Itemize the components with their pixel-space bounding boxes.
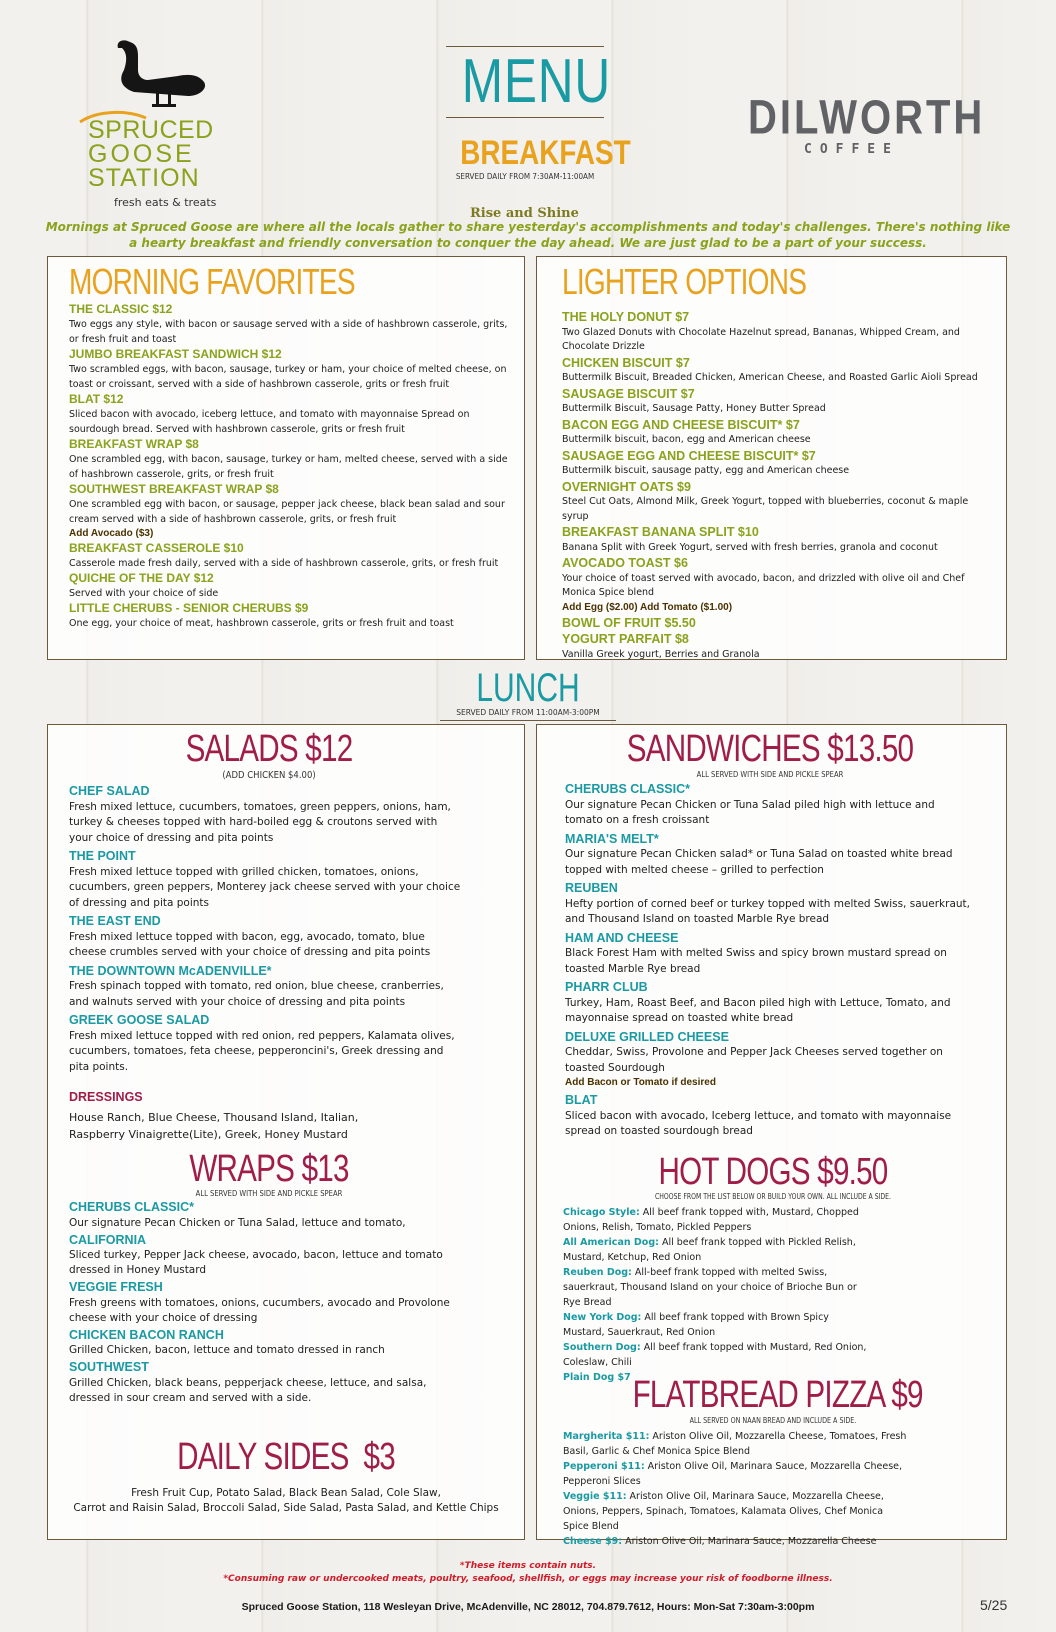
menu-item bbox=[69, 347, 519, 392]
pizza-sub: ALL SERVED ON NAAN BREAD AND INCLUDE A SIDE. bbox=[689, 1416, 857, 1425]
menu-item bbox=[563, 1459, 908, 1489]
menu-item-desc: Our signature Pecan Chicken salad* or Tuna Salad on toasted white bread topped with melted cheese – grilled to perfection bbox=[565, 848, 953, 876]
menu-item bbox=[69, 571, 519, 601]
menu-item bbox=[562, 480, 1002, 525]
menu-item-name: CHICKEN BISCUIT $7 bbox=[562, 355, 690, 370]
menu-item bbox=[69, 601, 519, 631]
menu-item-desc: Fresh mixed lettuce topped with grilled chicken, tomatoes, onions, cucumbers, green peppers, Monterey jack cheese served with your choice of dressing and pita points bbox=[69, 865, 461, 909]
menu-item-desc: Fresh greens with tomatoes, onions, cucumbers, avocado and Provolone cheese with your choice of dressing bbox=[69, 1296, 450, 1324]
menu-item-name: QUICHE OF THE DAY $12 bbox=[69, 571, 214, 585]
menu-item bbox=[69, 1360, 509, 1406]
menu-item bbox=[562, 525, 1002, 555]
menu-item-name: SOUTHWEST bbox=[69, 1360, 149, 1374]
menu-item bbox=[562, 632, 1002, 662]
menu-item-name: DELUXE GRILLED CHEESE bbox=[565, 1029, 729, 1044]
menu-item-desc: Fresh mixed lettuce, cucumbers, tomatoes, green peppers, onions, ham, turkey & cheeses topped with hard-boiled egg & croutons served with your choice of dressing and pita points bbox=[69, 800, 451, 844]
menu-item bbox=[69, 1328, 509, 1359]
menu-item-name: GREEK GOOSE SALAD bbox=[69, 1013, 210, 1027]
lighter-options-section bbox=[562, 262, 1002, 662]
menu-date: 5/25 bbox=[980, 1597, 1008, 1613]
footer-notes bbox=[0, 1560, 1056, 1586]
header-rule-bottom bbox=[446, 117, 604, 118]
hotdogs-title: HOT DOGS $9.50 bbox=[658, 1151, 888, 1193]
morning-favorites-list bbox=[69, 302, 519, 631]
brand-name-line2: GOOSE bbox=[88, 140, 195, 168]
pizza-list bbox=[563, 1429, 908, 1549]
brand-name-line1: SPRUCED bbox=[88, 116, 214, 144]
menu-item-desc: Grilled Chicken, black beans, pepperjack cheese, lettuce, and salsa, dressed in sour cream and served with a side. bbox=[69, 1376, 427, 1404]
menu-item-desc: Buttermilk Biscuit, Sausage Patty, Honey Butter Spread bbox=[562, 403, 826, 414]
menu-item bbox=[69, 302, 519, 347]
menu-item-name: CHERUBS CLASSIC* bbox=[565, 782, 691, 796]
menu-item-desc: One egg, your choice of meat, hashbrown casserole, grits or fresh fruit and toast bbox=[69, 618, 454, 629]
menu-item-name: BLAT $12 bbox=[69, 392, 124, 406]
menu-item bbox=[69, 784, 509, 846]
menu-item-desc: Buttermilk Biscuit, Breaded Chicken, American Cheese, and Roasted Garlic Aioli Spread bbox=[562, 372, 978, 383]
menu-item bbox=[562, 449, 1002, 479]
brand-tagline: fresh eats & treats bbox=[114, 196, 217, 209]
menu-item-desc: Fresh mixed lettuce topped with red onion, red peppers, Kalamata olives, cucumbers, tomatoes, feta cheese, pepperoncini's, Greek dressing and pita points. bbox=[69, 1029, 455, 1073]
menu-item-desc: Ariston Olive Oil, Mozzarella Cheese, Tomatoes, Fresh Basil, Garlic & Chef Monica Spice Blend bbox=[563, 1431, 907, 1457]
menu-item-desc: Steel Cut Oats, Almond Milk, Greek Yogurt, topped with blueberries, coconut & maple syrup bbox=[562, 496, 969, 522]
menu-item-desc: Ariston Olive Oil, Marinara Sauce, Mozzarella Cheese bbox=[625, 1536, 877, 1547]
sandwiches-sub: ALL SERVED WITH SIDE AND PICKLE SPEAR bbox=[696, 770, 844, 779]
menu-item-desc: One scrambled egg with bacon, or sausage, pepper jack cheese, black bean salad and sour cream served with a side of hashbrown casserole, grits, or fresh fruit bbox=[69, 499, 505, 525]
menu-item bbox=[69, 849, 509, 911]
menu-item bbox=[562, 356, 1002, 386]
menu-item bbox=[69, 482, 519, 541]
daily-sides-title: DAILY SIDES $3 bbox=[177, 1436, 395, 1478]
menu-item-name: SOUTHWEST BREAKFAST WRAP $8 bbox=[69, 482, 279, 496]
menu-item-desc: Ariston Olive Oil, Marinara Sauce, Mozzarella Cheese, Onions, Peppers, Spinach, Tomatoes, Kalamata Olives, Chef Monica Spice Blend bbox=[563, 1491, 884, 1532]
dilworth-coffee-logo bbox=[748, 91, 986, 166]
menu-item-desc: Banana Split with Greek Yogurt, served with fresh berries, granola and coconut bbox=[562, 541, 938, 553]
lunch-hours: SERVED DAILY FROM 11:00AM-3:00PM bbox=[456, 708, 600, 717]
menu-item-name: MARIA'S MELT* bbox=[565, 831, 659, 846]
menu-item-name: VEGGIE FRESH bbox=[69, 1280, 163, 1294]
menu-item-name: Chicago Style: bbox=[563, 1207, 640, 1218]
menu-item-name: CALIFORNIA bbox=[69, 1232, 147, 1247]
menu-item-name: SAUSAGE EGG AND CHEESE BISCUIT* $7 bbox=[562, 448, 816, 463]
menu-item-addon: Add Avocado ($3) bbox=[69, 528, 154, 539]
hotdogs-sub: CHOOSE FROM THE LIST BELOW OR BUILD YOUR OWN. ALL INCLUDE A SIDE. bbox=[654, 1192, 892, 1201]
menu-item-name: CHERUBS CLASSIC* bbox=[69, 1200, 195, 1214]
menu-item-name: SAUSAGE BISCUIT $7 bbox=[562, 386, 695, 401]
menu-item-name: BOWL OF FRUIT $5.50 bbox=[562, 615, 696, 630]
daily-sides-line1: Fresh Fruit Cup, Potato Salad, Black Bean Salad, Cole Slaw, bbox=[131, 1487, 441, 1499]
menu-item-desc: All beef frank topped with Mustard, Red Onion, Coleslaw, Chili bbox=[563, 1342, 867, 1368]
menu-item-name: OVERNIGHT OATS $9 bbox=[562, 479, 691, 494]
menu-item-name: Plain Dog $7 bbox=[563, 1372, 631, 1383]
breakfast-title: BREAKFAST bbox=[460, 134, 631, 172]
menu-item-name: LITTLE CHERUBS - SENIOR CHERUBS $9 bbox=[69, 601, 309, 615]
menu-item-desc: Two Glazed Donuts with Chocolate Hazelnut spread, Bananas, Whipped Cream, and Chocolate Drizzle bbox=[562, 326, 960, 352]
sandwiches-list bbox=[565, 782, 995, 1140]
menu-item-desc: Ariston Olive Oil, Marinara Sauce, Mozzarella Cheese, Pepperoni Slices bbox=[563, 1461, 903, 1487]
sandwiches-title: SANDWICHES $13.50 bbox=[626, 728, 914, 770]
menu-item bbox=[69, 1280, 509, 1326]
salads-sub: (ADD CHICKEN $4.00) bbox=[222, 770, 316, 781]
menu-item-name: HAM AND CHEESE bbox=[565, 930, 679, 945]
wraps-list bbox=[69, 1200, 509, 1406]
menu-item-desc: Fresh mixed lettuce topped with bacon, egg, avocado, tomato, blue cheese crumbles served with your choice of dressing and pita points bbox=[69, 930, 431, 958]
lunch-header bbox=[440, 668, 616, 721]
menu-item bbox=[69, 1233, 509, 1279]
menu-item-name: BREAKFAST BANANA SPLIT $10 bbox=[562, 525, 759, 539]
pizza-title: FLATBREAD PIZZA $9 bbox=[632, 1374, 923, 1416]
hotdogs-list bbox=[563, 1205, 873, 1385]
pizza-section bbox=[563, 1374, 1003, 1549]
menu-item-name: AVOCADO TOAST $6 bbox=[562, 556, 688, 570]
menu-item-addon: Add Bacon or Tomato if desired bbox=[565, 1077, 716, 1088]
wraps-sub: ALL SERVED WITH SIDE AND PICKLE SPEAR bbox=[195, 1189, 343, 1198]
menu-item-name: THE POINT bbox=[69, 849, 136, 863]
menu-item-desc: Grilled Chicken, bacon, lettuce and tomato dressed in ranch bbox=[69, 1344, 385, 1356]
menu-header bbox=[446, 46, 631, 216]
menu-item bbox=[563, 1489, 908, 1534]
menu-item bbox=[69, 1200, 509, 1231]
menu-item-name: THE HOLY DONUT $7 bbox=[562, 310, 690, 324]
menu-item bbox=[563, 1235, 873, 1265]
menu-item-desc: All beef frank topped with Brown Spicy Mustard, Sauerkraut, Red Onion bbox=[563, 1312, 829, 1338]
menu-item bbox=[565, 980, 995, 1027]
breakfast-hours: SERVED DAILY FROM 7:30AM-11:00AM bbox=[455, 172, 595, 181]
menu-item bbox=[565, 931, 995, 978]
menu-item bbox=[562, 310, 1002, 355]
menu-item-name: CHEF SALAD bbox=[69, 784, 150, 798]
lighter-options-title: LIGHTER OPTIONS bbox=[562, 261, 807, 302]
goose-logo-icon bbox=[108, 36, 228, 111]
menu-item-desc: Buttermilk biscuit, bacon, egg and American cheese bbox=[562, 434, 811, 445]
menu-item bbox=[563, 1310, 873, 1340]
menu-item-desc: Buttermilk biscuit, sausage patty, egg and American cheese bbox=[562, 465, 850, 476]
menu-item-name: Cheese $9: bbox=[563, 1536, 623, 1547]
menu-item bbox=[565, 782, 995, 829]
menu-item bbox=[69, 392, 519, 437]
menu-item bbox=[562, 418, 1002, 448]
menu-item bbox=[565, 1093, 995, 1140]
menu-item bbox=[69, 914, 509, 961]
menu-item-name: Margherita $11: bbox=[563, 1431, 650, 1442]
menu-item-desc: All beef frank topped with Pickled Relish, Mustard, Ketchup, Red Onion bbox=[563, 1237, 856, 1263]
daily-sides-section bbox=[47, 1436, 525, 1516]
menu-item bbox=[563, 1205, 873, 1235]
menu-item bbox=[563, 1429, 908, 1459]
menu-item-desc: All-beef frank topped with melted Swiss, sauerkraut, Thousand Island on your choice of Brioche Bun or Rye Bread bbox=[563, 1267, 857, 1308]
menu-item-desc: Sliced bacon with avocado, Iceberg lettuce, and tomato with mayonnaise spread on toasted sourdough bread bbox=[565, 1109, 952, 1137]
menu-item-name: BLAT bbox=[565, 1093, 598, 1107]
coffee-brand-sub: COFFEE bbox=[804, 142, 899, 157]
lighter-options-list bbox=[562, 310, 1002, 662]
intro-text bbox=[40, 219, 1016, 251]
menu-item-name: New York Dog: bbox=[563, 1312, 642, 1323]
menu-item-desc: Two scrambled eggs, with bacon, sausage, turkey or ham, your choice of melted cheese, on toast or croissant, served with a side of hashbrown casserole, grits or fresh fruit bbox=[69, 364, 507, 390]
menu-item-desc: Sliced turkey, Pepper Jack cheese, avocado, bacon, lettuce and tomato dressed in Honey Mustard bbox=[69, 1249, 443, 1276]
menu-item-name: BACON EGG AND CHEESE BISCUIT* $7 bbox=[562, 417, 800, 432]
menu-item-name: PHARR CLUB bbox=[565, 980, 648, 994]
menu-item-desc: Casserole made fresh daily, served with a side of hashbrown casserole, grits, or fresh fruit bbox=[69, 558, 499, 569]
menu-item-desc: Fresh spinach topped with tomato, red onion, blue cheese, cranberries, and walnuts served with your choice of dressing and pita points bbox=[69, 980, 444, 1008]
menu-item bbox=[563, 1340, 873, 1370]
menu-item-name: CHICKEN BACON RANCH bbox=[69, 1327, 224, 1342]
menu-item-desc: Sliced bacon with avocado, iceberg lettuce, and tomato with mayonnaise Spread on sourdough bread. Served with hashbrown casserole, grits or fresh fruit bbox=[69, 409, 470, 435]
menu-item-desc: Cheddar, Swiss, Provolone and Pepper Jack Cheeses served together on toasted Sourdough bbox=[565, 1046, 943, 1074]
menu-item-desc: Our signature Pecan Chicken or Tuna Salad, lettuce and tomato, bbox=[69, 1216, 406, 1229]
menu-item-name: Pepperoni $11: bbox=[563, 1461, 645, 1472]
menu-item-name: Reuben Dog: bbox=[563, 1267, 632, 1278]
menu-title: MENU bbox=[461, 47, 612, 116]
dressings-title: DRESSINGS bbox=[69, 1090, 143, 1104]
menu-item-name: All American Dog: bbox=[563, 1237, 659, 1248]
menu-item-desc: Two eggs any style, with bacon or sausage served with a side of hashbrown casserole, grits, or fresh fruit and toast bbox=[69, 319, 508, 345]
menu-item bbox=[69, 437, 519, 482]
morning-favorites-section bbox=[69, 262, 519, 631]
dressings-text: House Ranch, Blue Cheese, Thousand Island, Italian, Raspberry Vinaigrette(Lite), Greek, Honey Mustard bbox=[69, 1111, 359, 1141]
rise-and-shine: Rise and Shine bbox=[470, 206, 579, 221]
menu-item-desc: Our signature Pecan Chicken or Tuna Salad piled high with lettuce and tomato on a fresh croissant bbox=[565, 798, 935, 826]
menu-item-name: Veggie $11: bbox=[563, 1491, 627, 1502]
menu-item bbox=[565, 832, 995, 879]
menu-item bbox=[565, 1030, 995, 1091]
menu-item-name: THE CLASSIC $12 bbox=[69, 302, 173, 316]
menu-item bbox=[562, 387, 1002, 417]
menu-item-addon: Add Egg ($2.00) Add Tomato ($1.00) bbox=[562, 601, 733, 613]
menu-item bbox=[69, 1013, 509, 1075]
menu-item-desc: Served with your choice of side bbox=[69, 588, 219, 599]
lunch-rule bbox=[440, 720, 616, 721]
salads-title: SALADS $12 bbox=[185, 728, 353, 770]
salads-list bbox=[69, 784, 509, 1075]
menu-item-desc: Your choice of toast served with avocado, bacon, and drizzled with olive oil and Chef Monica Spice blend bbox=[562, 572, 965, 598]
salads-section bbox=[69, 728, 509, 1406]
morning-favorites-title: MORNING FAVORITES bbox=[69, 261, 355, 302]
brand-name-line3: STATION bbox=[88, 164, 200, 192]
menu-item-desc: Hefty portion of corned beef or turkey topped with melted Swiss, sauerkraut, and Thousand Island on toasted Marble Rye bread bbox=[565, 897, 970, 925]
intro-line-1: Mornings at Spruced Goose are where all the locals gather to share yesterday's accomplishments and today's challenges. There's nothing like bbox=[45, 220, 1011, 234]
spruced-goose-logo bbox=[60, 36, 230, 211]
nuts-note: *These items contain nuts. bbox=[459, 1561, 597, 1571]
menu-item-desc: One scrambled egg, with bacon, sausage, turkey or ham, melted cheese, served with a side of hashbrown casserole, grits, or fresh fruit bbox=[69, 454, 508, 480]
menu-item-name: THE EAST END bbox=[69, 914, 161, 928]
menu-item-desc: All beef frank topped with, Mustard, Chopped Onions, Relish, Tomato, Pickled Peppers bbox=[563, 1207, 859, 1233]
intro-line-2: a hearty breakfast and friendly conversation to conquer the day ahead. We are just glad to be a part of your success. bbox=[129, 236, 927, 250]
menu-item bbox=[565, 881, 995, 928]
menu-item bbox=[69, 541, 519, 571]
menu-item bbox=[562, 556, 1002, 615]
menu-item-name: BREAKFAST WRAP $8 bbox=[69, 437, 199, 451]
coffee-brand-name: DILWORTH bbox=[748, 91, 986, 145]
menu-item bbox=[69, 964, 509, 1011]
footer-address: Spruced Goose Station, 118 Wesleyan Drive, McAdenville, NC 28012, 704.879.7612, Hours: Mon-Sat 7:30am-3:00pm bbox=[241, 1601, 815, 1613]
menu-item-desc: Black Forest Ham with melted Swiss and spicy brown mustard spread on toasted Marble Rye bread bbox=[565, 947, 947, 975]
raw-note: *Consuming raw or undercooked meats, poultry, seafood, shellfish, or eggs may increase your risk of foodborne illness. bbox=[223, 1574, 833, 1584]
wraps-title: WRAPS $13 bbox=[189, 1148, 349, 1190]
menu-item-name: Southern Dog: bbox=[563, 1342, 641, 1353]
menu-item-name: JUMBO BREAKFAST SANDWICH $12 bbox=[69, 347, 282, 361]
menu-item-name: BREAKFAST CASSEROLE $10 bbox=[69, 541, 244, 555]
sandwiches-section bbox=[565, 728, 995, 1140]
menu-item-name: REUBEN bbox=[565, 881, 618, 895]
menu-item bbox=[563, 1265, 873, 1310]
menu-item-name: YOGURT PARFAIT $8 bbox=[562, 632, 689, 646]
menu-item bbox=[563, 1534, 908, 1549]
menu-item bbox=[562, 616, 1002, 632]
menu-item-desc: Turkey, Ham, Roast Beef, and Bacon piled high with Lettuce, Tomato, and mayonnaise spread on toasted white bread bbox=[565, 996, 951, 1024]
daily-sides-line2: Carrot and Raisin Salad, Broccoli Salad, Side Salad, Pasta Salad, and Kettle Chips bbox=[73, 1502, 499, 1514]
menu-item-name: THE DOWNTOWN McADENVILLE* bbox=[69, 963, 272, 978]
menu-item-desc: Vanilla Greek yogurt, Berries and Granola bbox=[562, 648, 760, 660]
lunch-title: LUNCH bbox=[476, 666, 580, 710]
hotdogs-section bbox=[563, 1152, 1003, 1385]
